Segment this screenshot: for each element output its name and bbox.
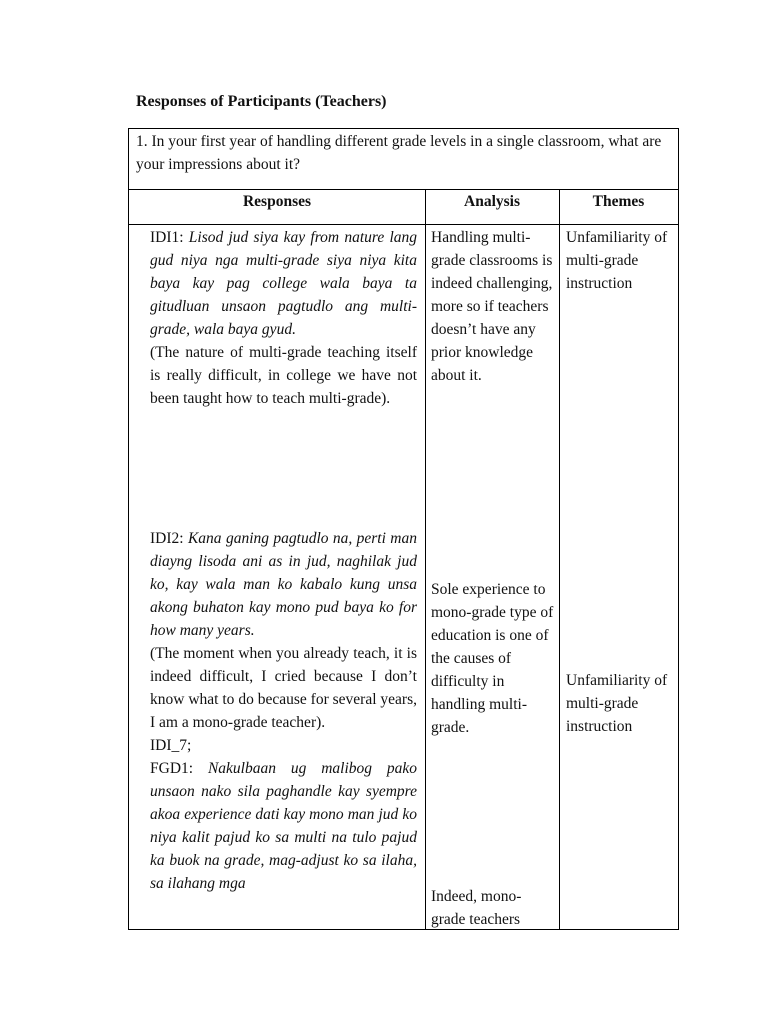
response-idi1	[150, 226, 417, 410]
fgd1-text: Nakulbaan ug malibog pako unsaon nako sila paghandle kay syempre akoa experience dati kay mono man jud ko niya kalit pajud ko sa multi na tulo pajud ka buok na grade, mag-adjust ko sa ilaha, sa ilahang mga	[150, 760, 418, 892]
analysis-3: Indeed, mono-grade teachers	[431, 888, 522, 928]
page-title: Responses of Participants (Teachers)	[136, 93, 387, 110]
column-divider	[559, 190, 560, 929]
theme-2: Unfamiliarity of multi-grade instruction	[566, 672, 668, 735]
header-analysis: Analysis	[425, 190, 559, 225]
idi1-translation: (The nature of multi-grade teaching itself is really difficult, in college we have not been taught how to teach multi-grade).	[150, 344, 417, 407]
idi1-label: IDI1:	[150, 229, 184, 246]
fgd1-label: FGD1:	[150, 760, 194, 777]
theme-1: Unfamiliarity of multi-grade instruction	[566, 229, 668, 292]
idi7-label: IDI_7;	[150, 737, 192, 754]
analysis-1: Handling multi-grade classrooms is indeed challenging, more so if teachers doesn’t have any prior knowledge about it.	[431, 229, 553, 384]
header-responses: Responses	[129, 190, 425, 225]
idi2-text: Kana ganing pagtudlo na, perti man diayng lisoda ani as in jud, naghilak jud ko, kay wala man ko kabalo kung unsa akong buhaton kay mono pud baya ko for how many years.	[150, 530, 417, 639]
analysis-2: Sole experience to mono-grade type of education is one of the causes of difficulty in handling multi-grade.	[431, 581, 554, 736]
idi1-text: Lisod jud siya kay from nature lang gud niya nga multi-grade siya niya kita baya kay pag college wala baya ta gitudluan unsaon pagtudlo ang multi-grade, wala baya gyud.	[150, 229, 417, 338]
question-text: 1. In your first year of handling different grade levels in a single classroom, what are your impressions about it?	[129, 129, 678, 190]
response-idi2	[150, 527, 417, 895]
idi2-label: IDI2:	[150, 530, 184, 547]
column-divider	[425, 190, 426, 929]
responses-table	[128, 128, 679, 930]
header-themes: Themes	[559, 190, 678, 225]
idi2-translation: (The moment when you already teach, it is indeed difficult, I cried because I don’t know what to do because for several years, I am a mono-grade teacher).	[150, 645, 417, 731]
